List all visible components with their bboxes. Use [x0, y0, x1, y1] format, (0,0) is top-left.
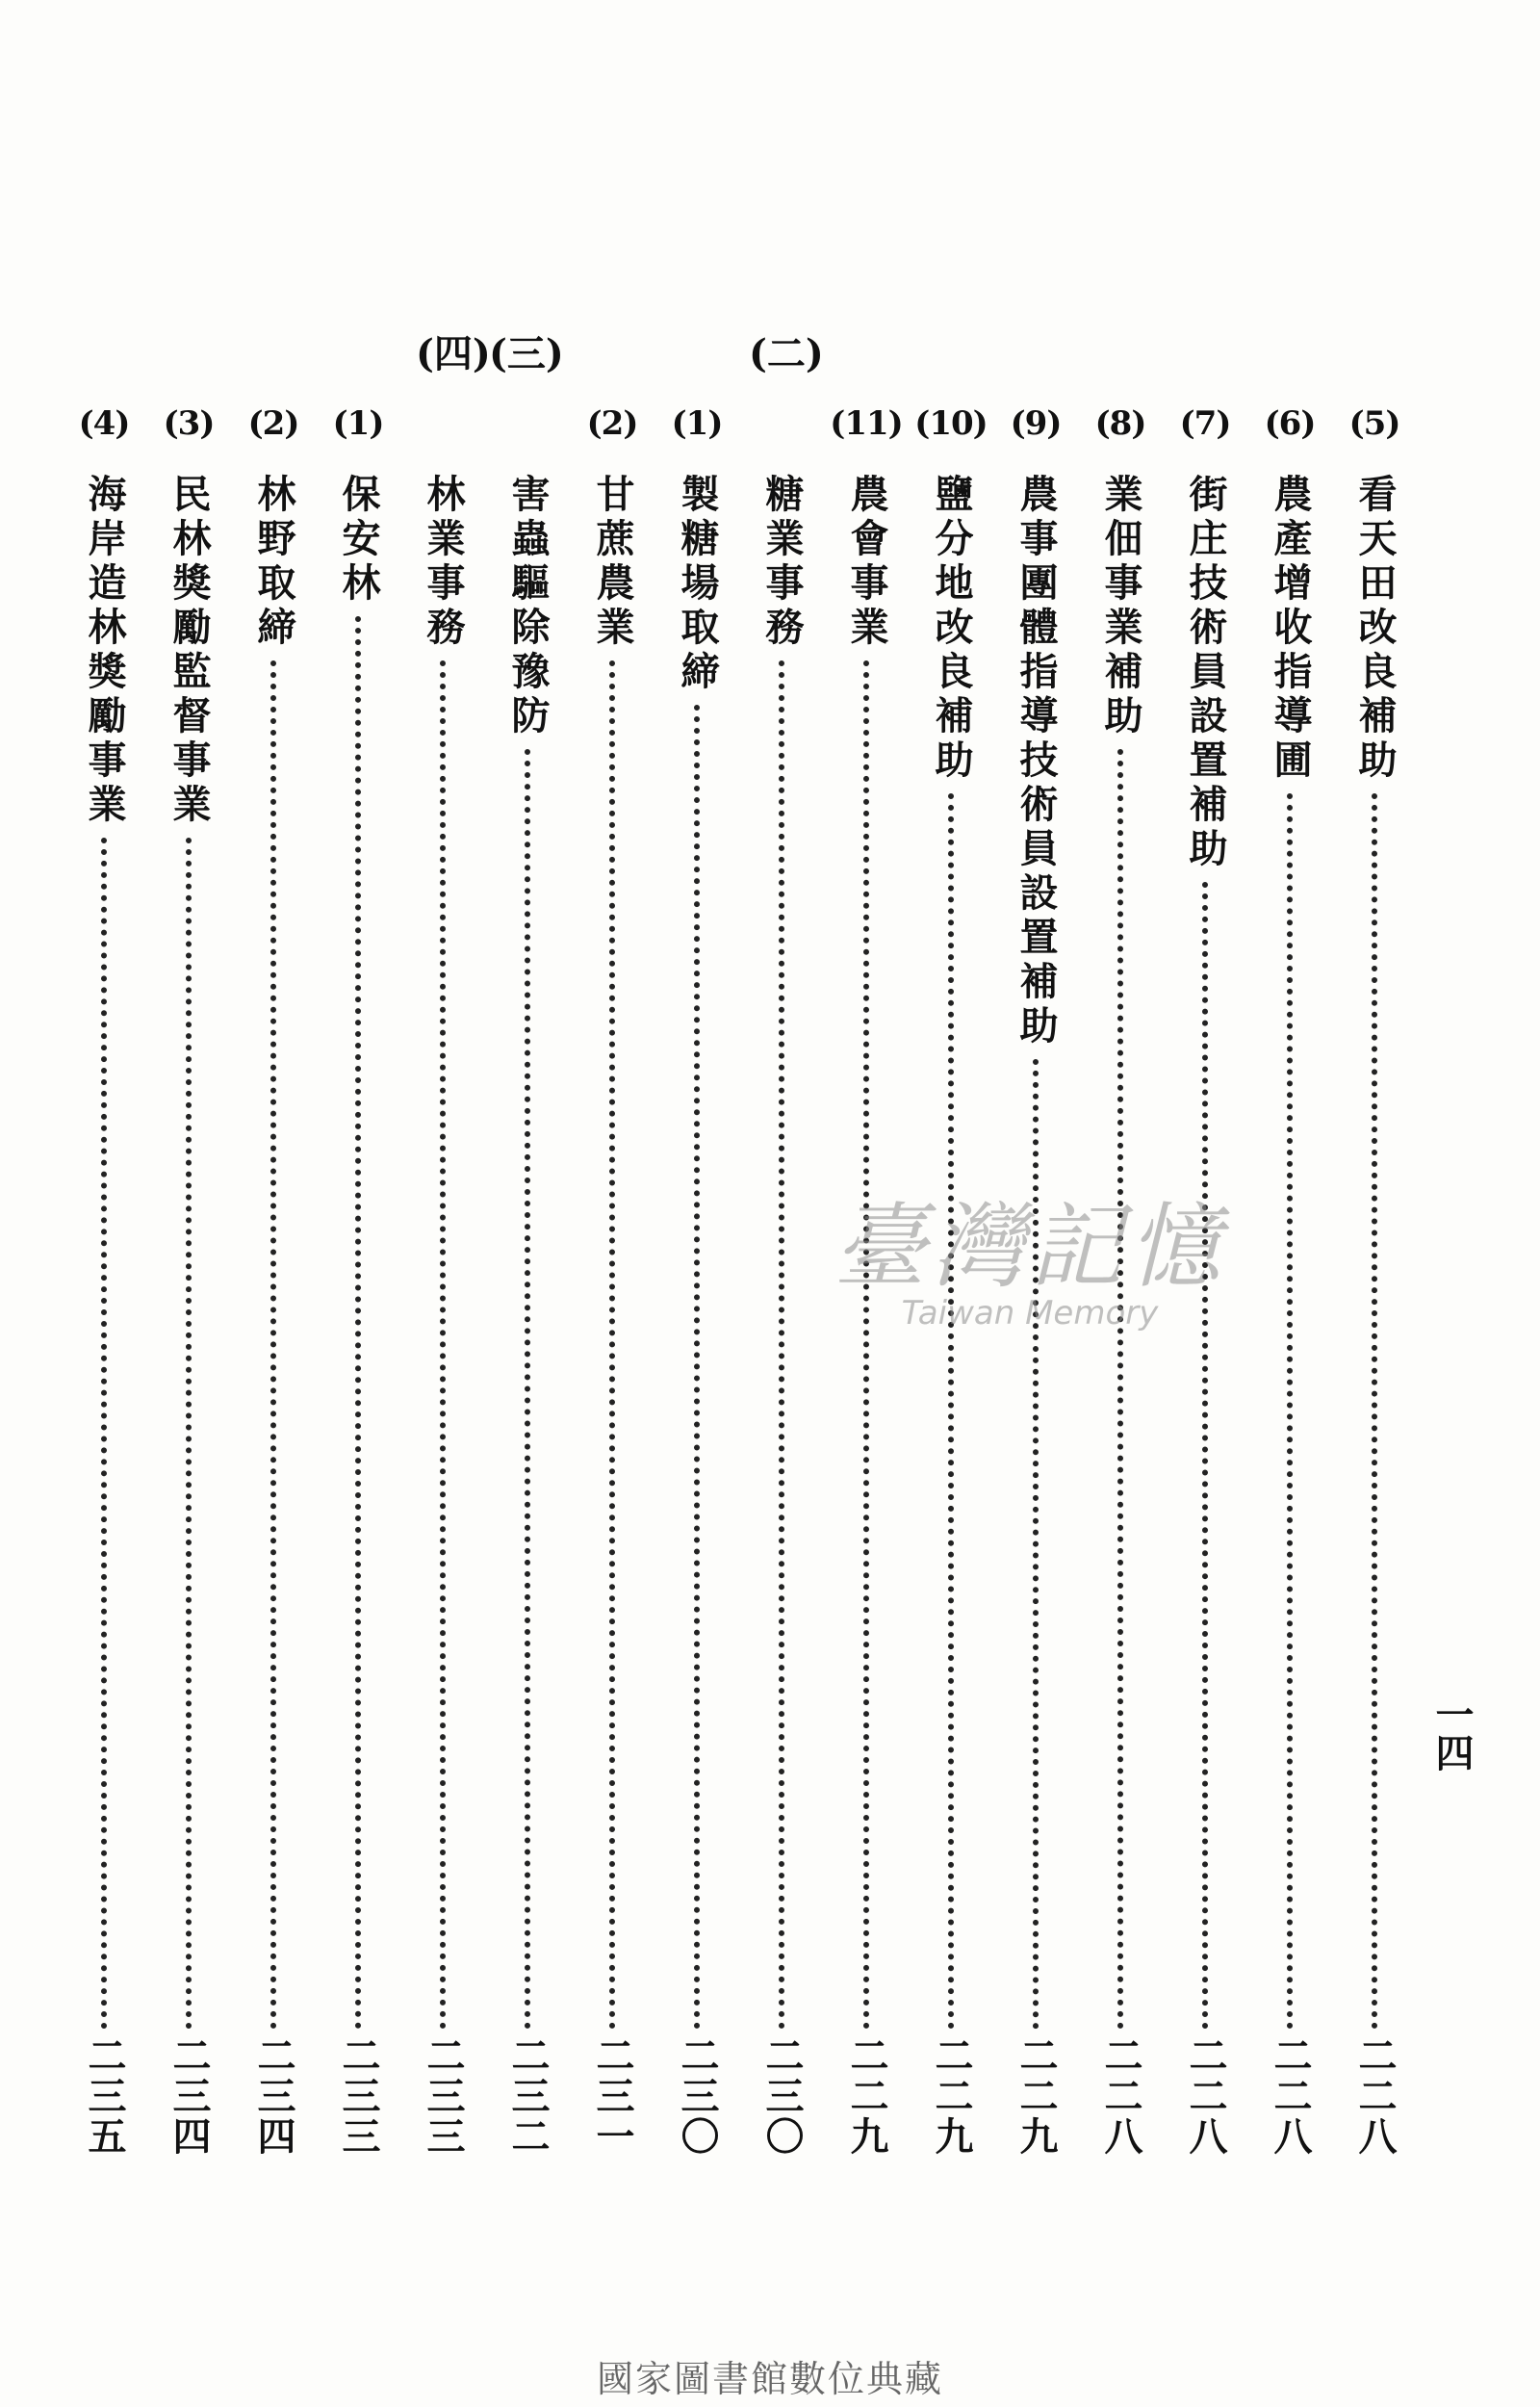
entry-number: (2): [586, 404, 638, 443]
entry-number: (11): [830, 404, 903, 443]
entry-number: (5): [1348, 404, 1400, 443]
dot-leader: [948, 793, 954, 2030]
watermark: [760, 1194, 1299, 1333]
toc-entry-sugar-2: [574, 404, 651, 2157]
entry-number: (2): [247, 404, 299, 443]
toc-entry-forestry-2: [235, 404, 312, 2157]
dot-leader: [1372, 793, 1377, 2030]
entry-page: 二二九: [929, 2035, 974, 2157]
dot-leader: [694, 705, 700, 2030]
dot-leader: [863, 660, 869, 2030]
entry-title: 糖業事務: [759, 474, 805, 651]
entry-number: (7): [1179, 404, 1231, 443]
entry-page: 二三〇: [675, 2035, 720, 2157]
entry-number: (4): [78, 404, 130, 443]
entry-page: 二二八: [1098, 2035, 1143, 2157]
entry-page: 二三四: [167, 2035, 212, 2157]
entry-title: 農產增收指導圃: [1268, 474, 1313, 784]
dot-leader: [1202, 882, 1208, 2030]
dot-leader: [101, 838, 107, 2030]
section-mark-three: (三): [489, 331, 564, 376]
entry-number: (1): [332, 404, 384, 443]
page-folio: 一四: [1429, 1695, 1475, 1772]
dot-leader: [1287, 793, 1293, 2030]
entry-page: 二二九: [1014, 2035, 1059, 2157]
entry-number: (10): [914, 404, 988, 443]
entry-title: 農會事業: [844, 474, 889, 651]
entry-title: 看天田改良補助: [1352, 474, 1398, 784]
entry-number: (1): [671, 404, 723, 443]
entry-page: 二三二: [505, 2035, 551, 2157]
entry-title: 業佃事業補助: [1098, 474, 1143, 739]
toc-entry-forestry-3: [150, 404, 227, 2157]
entry-title: 民林獎勵監督事業: [167, 474, 212, 828]
dot-leader: [779, 660, 784, 2030]
entry-title: 鹽分地改良補助: [929, 474, 974, 784]
entry-page: 二三三: [336, 2035, 381, 2157]
entry-page: 二三四: [251, 2035, 296, 2157]
dot-leader: [525, 749, 530, 2030]
toc-heading-pests: [489, 404, 566, 2157]
entry-number: (8): [1094, 404, 1146, 443]
entry-title: 保安林: [336, 474, 381, 607]
toc-entry-sugar-1: [658, 404, 735, 2157]
entry-title: 林野取締: [251, 474, 296, 651]
entry-title: 農事團體指導技術員設置補助: [1014, 474, 1059, 1049]
dot-leader: [609, 660, 615, 2030]
dot-leader: [186, 838, 192, 2030]
watermark-chinese: 臺灣記憶: [834, 1193, 1226, 1301]
entry-number: (6): [1264, 404, 1316, 443]
entry-page: 二二八: [1352, 2035, 1398, 2157]
entry-page: 二二九: [844, 2035, 889, 2157]
entry-page: 二二八: [1183, 2035, 1228, 2157]
dot-leader: [440, 660, 446, 2030]
entry-title: 甘蔗農業: [590, 474, 635, 651]
entry-title: 製糖場取締: [675, 474, 720, 695]
toc-entry-forestry-1: [320, 404, 397, 2157]
dot-leader: [270, 660, 276, 2030]
section-mark-two: (二): [749, 331, 824, 376]
footer-credit: 國家圖書館數位典藏: [596, 2358, 943, 2400]
entry-page: 二三三: [421, 2035, 466, 2157]
toc-heading-forestry: [404, 404, 481, 2157]
entry-page: 二三一: [590, 2035, 635, 2157]
toc-entry-5: [1336, 404, 1413, 2157]
entry-title: 害蟲驅除豫防: [505, 474, 551, 739]
entry-page: 二三〇: [759, 2035, 805, 2157]
entry-title: 海岸造林獎勵事業: [82, 474, 127, 828]
entry-title: 林業事務: [421, 474, 466, 651]
entry-title: 街庄技術員設置補助: [1183, 474, 1228, 872]
toc-entry-forestry-4: [65, 404, 142, 2157]
entry-number: (3): [163, 404, 215, 443]
entry-page: 二二八: [1268, 2035, 1313, 2157]
entry-page: 二三五: [82, 2035, 127, 2157]
watermark-english: Taiwan Memory: [901, 1294, 1159, 1333]
dot-leader: [355, 616, 361, 2030]
dot-leader: [1117, 749, 1123, 2030]
section-mark-four: (四): [416, 331, 491, 376]
entry-number: (9): [1010, 404, 1062, 443]
